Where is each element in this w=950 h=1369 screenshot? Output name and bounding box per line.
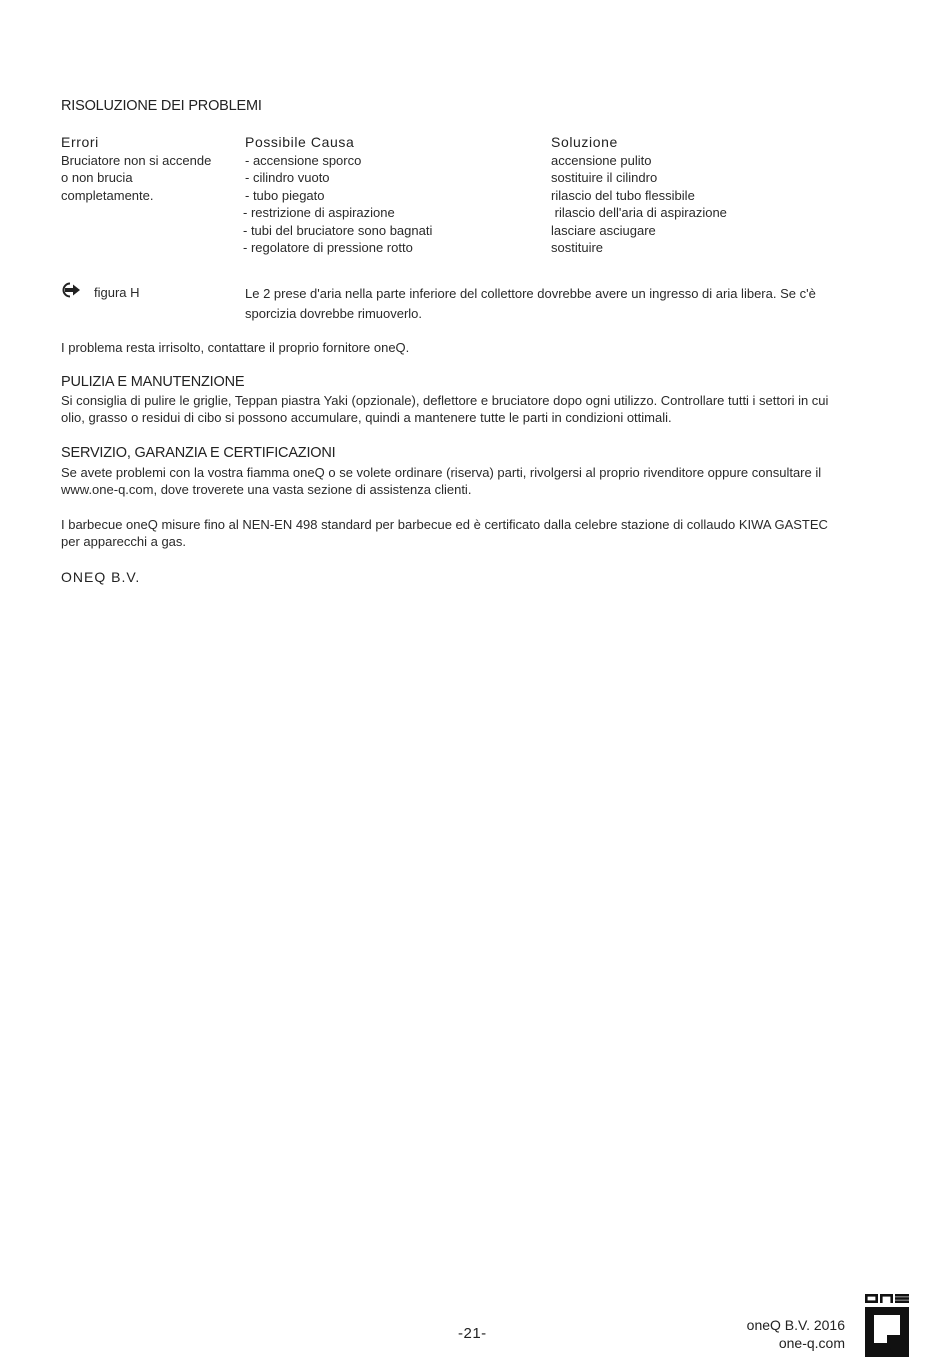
- oneq-logo: [863, 1294, 911, 1358]
- cleaning-line: olio, grasso o residui di cibo si possono accumulare, quindi a mantenere tutte le parti in condizioni ottimali.: [61, 410, 672, 426]
- cause-item: - tubi del bruciatore sono bagnati: [243, 222, 433, 238]
- solutions-header: Soluzione: [551, 134, 618, 150]
- cause-item: - accensione sporco: [245, 153, 362, 168]
- figure-note-text: [245, 284, 816, 324]
- cleaning-paragraph: [61, 392, 828, 427]
- figure-note-line: Le 2 prese d'aria nella parte inferiore del collettore dovrebbe avere un ingresso di aria libera. Se c'è: [245, 286, 816, 301]
- causes-header: Possibile Causa: [245, 134, 355, 150]
- figure-label: figura H: [94, 285, 140, 300]
- cleaning-line: Si consiglia di pulire le griglie, Teppan piastra Yaki (opzionale), deflettore e bruciatore dopo ogni utilizzo. Controllare tutti i settori in cui: [61, 393, 829, 408]
- solution-item: sostituire: [551, 240, 604, 256]
- cleaning-title: PULIZIA E MANUTENZIONE: [61, 374, 245, 390]
- footer-website: one-q.com: [778, 1335, 845, 1351]
- error-line: Bruciatore non si accende: [61, 153, 212, 168]
- cause-item: - regolatore di pressione rotto: [243, 240, 413, 256]
- solutions-column: [551, 152, 727, 256]
- unresolved-note: I problema resta irrisolto, contattare il proprio fornitore oneQ.: [61, 340, 410, 355]
- footer-info: [747, 1316, 845, 1352]
- causes-column: [243, 152, 432, 256]
- page-number: -21-: [458, 1325, 487, 1342]
- company-name: ONEQ B.V.: [61, 569, 141, 585]
- service-line: Se avete problemi con la vostra fiamma oneQ o se volete ordinare (riserva) parti, rivolgersi al proprio rivenditore oppure consultare il: [61, 465, 822, 480]
- solution-item: lasciare asciugare: [551, 222, 656, 238]
- solution-item: rilascio del tubo flessibile: [551, 187, 695, 203]
- service-line: per apparecchi a gas.: [61, 534, 187, 550]
- footer-copyright: oneQ B.V. 2016: [746, 1317, 845, 1333]
- service-title: SERVIZIO, GARANZIA E CERTIFICAZIONI: [61, 445, 336, 461]
- troubleshooting-title: RISOLUZIONE DEI PROBLEMI: [61, 98, 262, 114]
- service-line: www.one-q.com, dove troverete una vasta sezione di assistenza clienti.: [61, 482, 472, 498]
- cause-item: - tubo piegato: [245, 187, 325, 203]
- solution-item: accensione pulito: [551, 153, 652, 168]
- solution-item: sostituire il cilindro: [551, 170, 658, 186]
- figure-note-line: sporcizia dovrebbe rimuoverlo.: [245, 306, 423, 321]
- cause-item: - cilindro vuoto: [245, 170, 330, 186]
- service-paragraph-1: [61, 464, 821, 499]
- error-line: completamente.: [61, 187, 154, 203]
- errors-header: Errori: [61, 134, 99, 150]
- error-line: o non brucia: [61, 170, 133, 186]
- service-paragraph-2: [61, 516, 828, 551]
- oneq-logo-icon: [863, 1294, 911, 1358]
- cause-item: - restrizione di aspirazione: [243, 205, 395, 221]
- solution-item: rilascio dell'aria di aspirazione: [551, 205, 727, 221]
- arrow-right-circle-icon: [61, 282, 83, 298]
- service-line: I barbecue oneQ misure fino al NEN-EN 498 standard per barbecue ed è certificato dalla celebre stazione di collaudo KIWA GASTEC: [61, 517, 828, 532]
- errors-column: [61, 152, 211, 204]
